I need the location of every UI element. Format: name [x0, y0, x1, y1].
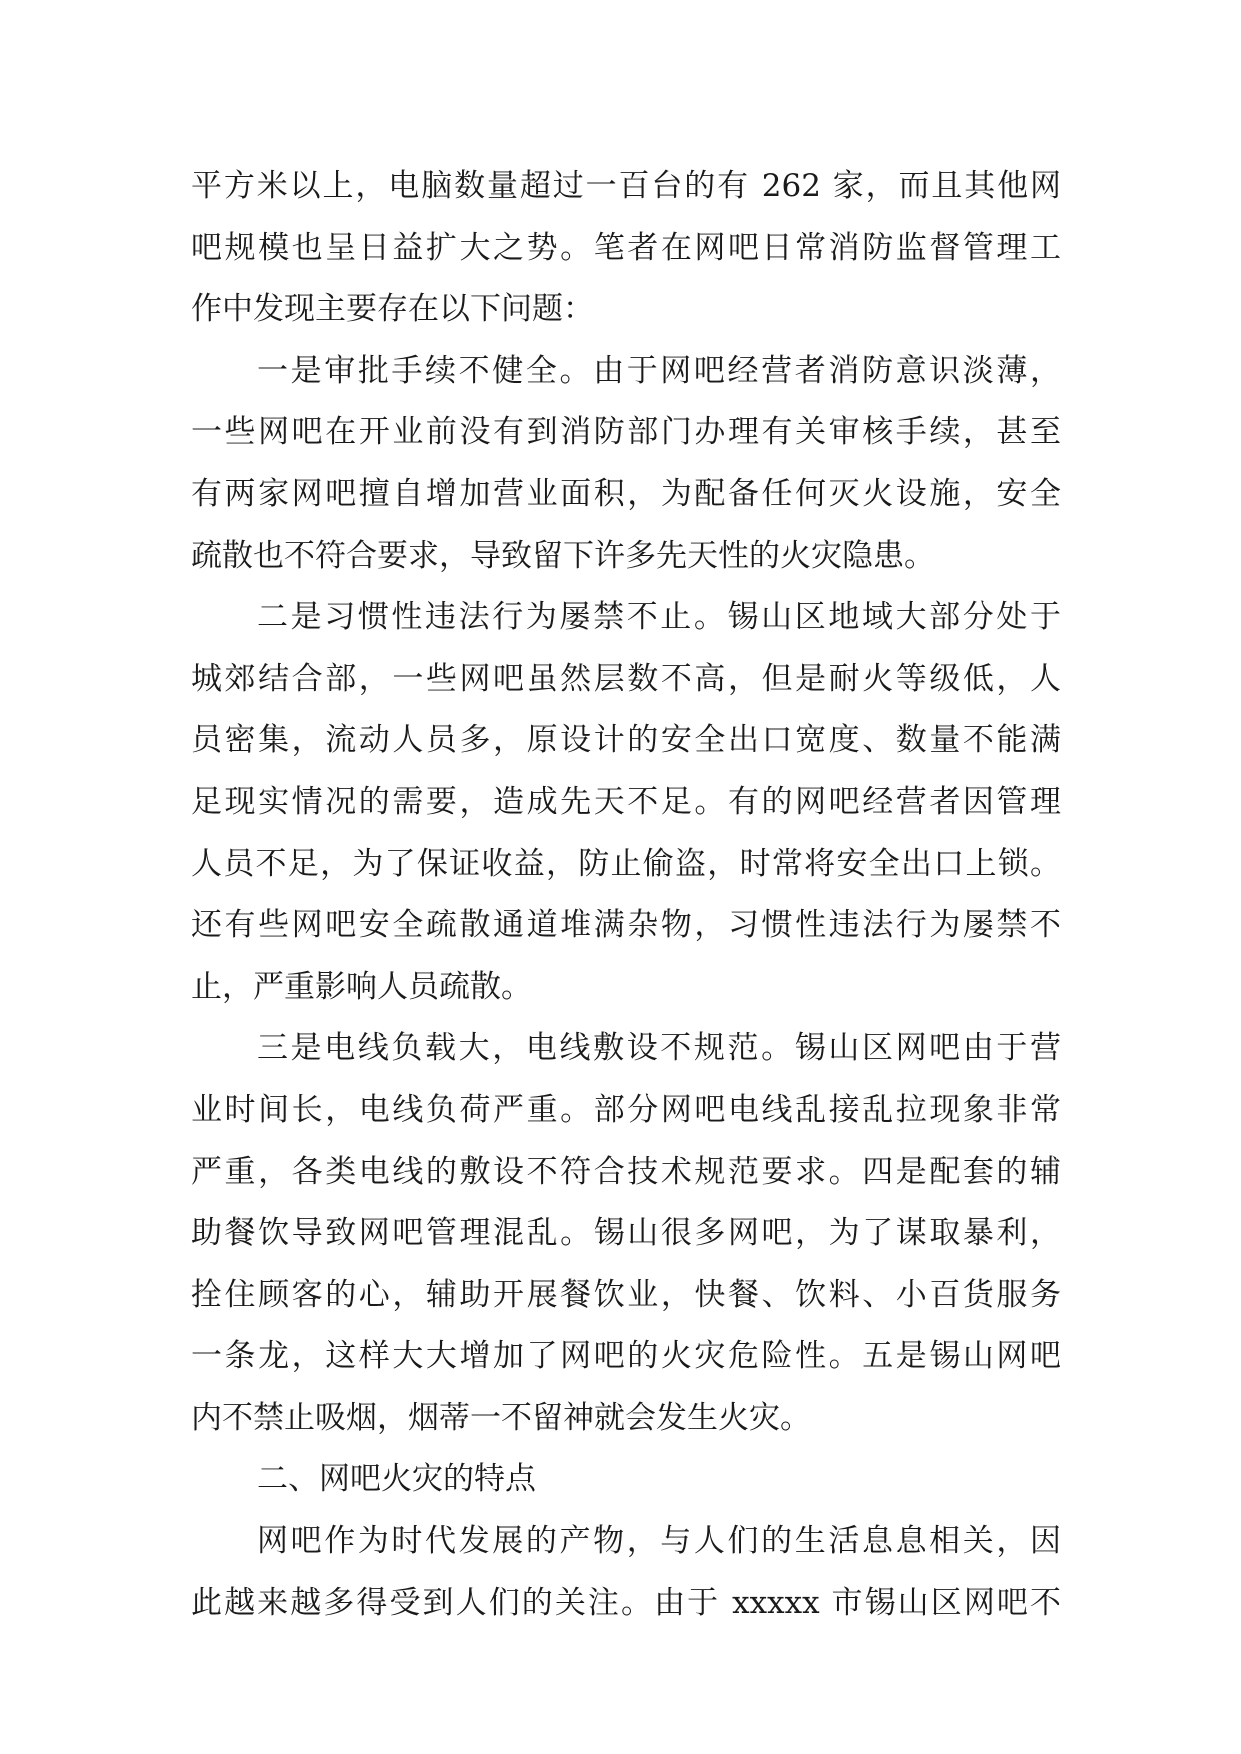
text-line: 作中发现主要存在以下问题： [191, 291, 594, 328]
text-line: 员密集，流动人员多，原设计的安全出口宽度、数量不能满 [191, 722, 1061, 759]
text-line: 一些网吧在开业前没有到消防部门办理有关审核手续，甚至 [191, 414, 1061, 451]
text-line: 内不禁止吸烟，烟蒂一不留神就会发生火灾。 [191, 1399, 811, 1436]
text-line: 此越来越多得受到人们的关注。由于 xxxxx 市锡山区网吧不 [191, 1584, 1061, 1621]
text-line: 止，严重影响人员疏散。 [191, 968, 532, 1005]
text-line: 业时间长，电线负荷严重。部分网吧电线乱接乱拉现象非常 [191, 1091, 1061, 1128]
text-line: 平方米以上，电脑数量超过一百台的有 262 家，而且其他网 [191, 168, 1061, 204]
text-line: 吧规模也呈日益扩大之势。笔者在网吧日常消防监督管理工 [191, 229, 1061, 266]
text-line: 足现实情况的需要，造成先天不足。有的网吧经营者因管理 [191, 783, 1061, 820]
text-line: 疏散也不符合要求，导致留下许多先天性的火灾隐患。 [191, 537, 935, 574]
text-line: 还有些网吧安全疏散通道堆满杂物，习惯性违法行为屡禁不 [191, 907, 1061, 944]
paragraph-first-line: 二是习惯性违法行为屡禁不止。锡山区地域大部分处于 [257, 599, 1061, 636]
text-line: 拴住顾客的心，辅助开展餐饮业，快餐、饮料、小百货服务 [191, 1276, 1061, 1313]
paragraph-first-line: 网吧作为时代发展的产物，与人们的生活息息相关，因 [257, 1523, 1061, 1560]
text-line: 严重，各类电线的敷设不符合技术规范要求。四是配套的辅 [191, 1153, 1061, 1190]
text-line: 人员不足，为了保证收益，防止偷盗，时常将安全出口上锁。 [191, 845, 1061, 882]
section-heading: 二、网吧火灾的特点 [257, 1461, 536, 1498]
paragraph-first-line: 一是审批手续不健全。由于网吧经营者消防意识淡薄， [257, 352, 1061, 389]
text-line: 城郊结合部，一些网吧虽然层数不高，但是耐火等级低，人 [191, 660, 1061, 697]
text-line: 一条龙，这样大大增加了网吧的火灾危险性。五是锡山网吧 [191, 1338, 1061, 1375]
paragraph-first-line: 三是电线负载大，电线敷设不规范。锡山区网吧由于营 [257, 1030, 1061, 1067]
text-line: 有两家网吧擅自增加营业面积，为配备任何灭火设施，安全 [191, 475, 1061, 512]
body-text [191, 156, 1061, 1634]
text-line: 助餐饮导致网吧管理混乱。锡山很多网吧，为了谋取暴利， [191, 1215, 1061, 1252]
